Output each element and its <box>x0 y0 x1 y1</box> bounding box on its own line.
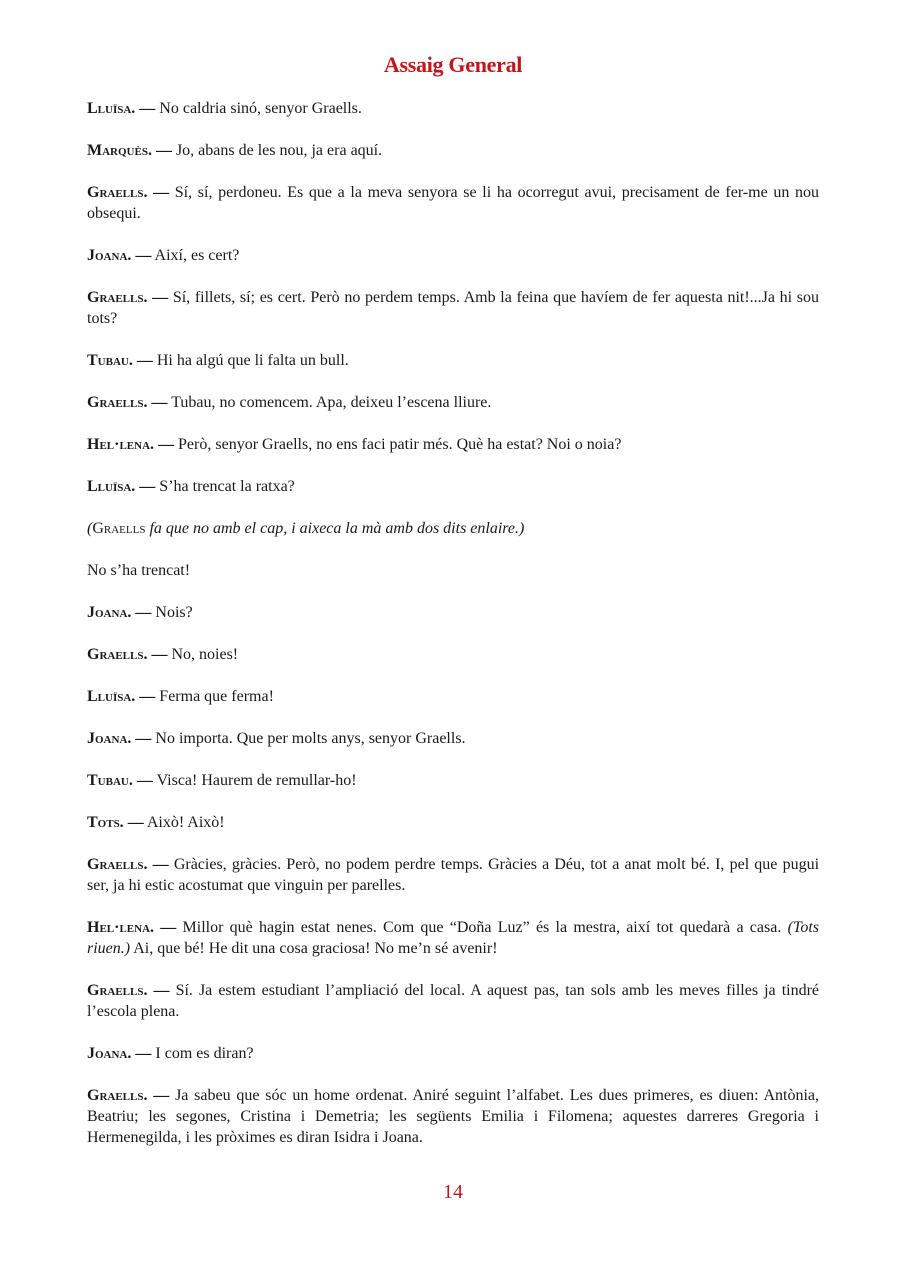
speaker-name: Hel·lena. <box>87 436 155 453</box>
speaker-name: Lluïsa. <box>87 478 136 495</box>
dialogue-dash: — <box>139 100 156 117</box>
dialogue-line <box>87 686 819 707</box>
dialogue-dash: — <box>139 478 156 495</box>
dialogue-text: Gràcies, gràcies. Però, no podem perdre temps. Gràcies a Déu, tot a anat molt bé. I, pel que pugui ser, ja hi estic acostumat que vinguin per parelles. <box>87 856 820 894</box>
dialogue-dash: — <box>136 772 153 789</box>
dialogue-line <box>87 140 819 161</box>
dialogue-text: Hi ha algú que li falta un bull. <box>156 352 349 369</box>
dialogue-text: Nois? <box>155 604 193 621</box>
dialogue-text: Tubau, no comencem. Apa, deixeu l’escena lliure. <box>171 394 492 411</box>
speaker-name: Graells. <box>87 856 148 873</box>
speaker-name: Graells. <box>87 982 148 999</box>
script-text <box>87 98 819 1169</box>
dialogue-line <box>87 245 819 266</box>
speaker-name: Hel·lena. <box>87 919 155 936</box>
dialogue-line <box>87 644 819 665</box>
stage-direction <box>87 518 819 539</box>
dialogue-text: Sí, fillets, sí; es cert. Però no perdem temps. Amb la feina que havíem de fer aquesta nit!...Ja hi sou tots? <box>87 289 820 327</box>
dialogue-text: S’ha trencat la ratxa? <box>159 478 295 495</box>
speaker-name: Lluïsa. <box>87 688 136 705</box>
dialogue-dash: — <box>153 1087 170 1104</box>
speaker-name: Marquès. <box>87 142 152 159</box>
dialogue-text: Visca! Haurem de remullar-ho! <box>156 772 357 789</box>
dialogue-line <box>87 770 819 791</box>
dialogue-dash: — <box>135 247 152 264</box>
dialogue-text: Jo, abans de les nou, ja era aquí. <box>175 142 383 159</box>
speaker-name: Graells. <box>87 184 148 201</box>
dialogue-dash: — <box>153 982 170 999</box>
dialogue-line <box>87 917 819 959</box>
page-title: Assaig General <box>383 52 523 77</box>
dialogue-line <box>87 980 819 1022</box>
dialogue-text: I com es diran? <box>155 1045 254 1062</box>
stage-character: Graells <box>92 520 146 537</box>
stage-open: ( <box>87 520 93 537</box>
stage-text <box>87 520 524 537</box>
dialogue-dash: — <box>139 688 156 705</box>
speaker-name: Tubau. <box>87 772 133 789</box>
dialogue-text: Ferma que ferma! <box>159 688 274 705</box>
dialogue-line <box>87 602 819 623</box>
dialogue-line <box>87 434 819 455</box>
dialogue-line <box>87 392 819 413</box>
speaker-name: Tots. <box>87 814 124 831</box>
speaker-name: Joana. <box>87 1045 132 1062</box>
dialogue-dash: — <box>136 352 153 369</box>
speaker-name: Graells. <box>87 289 148 306</box>
dialogue-continuation <box>87 560 819 581</box>
speaker-name: Joana. <box>87 730 132 747</box>
dialogue-text: Sí, sí, perdoneu. Es que a la meva senyora se li ha ocorregut avui, precisament de fer-me un nou obsequi. <box>87 184 820 222</box>
dialogue-dash: — <box>151 394 168 411</box>
dialogue-line <box>87 728 819 749</box>
speaker-name: Joana. <box>87 247 132 264</box>
speaker-name: Lluïsa. <box>87 100 136 117</box>
dialogue-line <box>87 350 819 371</box>
dialogue-dash: — <box>135 1045 152 1062</box>
dialogue-text: Així, es cert? <box>154 247 240 264</box>
speaker-name: Tubau. <box>87 352 133 369</box>
stage-aside: (Tots riuen.) <box>87 919 820 957</box>
dialogue-dash: — <box>135 730 152 747</box>
dialogue-text: No importa. Que per molts anys, senyor Graells. <box>155 730 466 747</box>
dialogue-line <box>87 182 819 224</box>
dialogue-line <box>87 287 819 329</box>
dialogue-line <box>87 1043 819 1064</box>
dialogue-line <box>87 1085 819 1148</box>
dialogue-dash: — <box>153 184 170 201</box>
dialogue-text: Però, senyor Graells, no ens faci patir més. Què ha estat? Noi o noia? <box>178 436 622 453</box>
dialogue-line <box>87 854 819 896</box>
dialogue-line <box>87 98 819 119</box>
dialogue-text: No, noies! <box>171 646 239 663</box>
dialogue-dash: — <box>152 856 169 873</box>
dialogue-text: Ja sabeu que sóc un home ordenat. Aniré seguint l’alfabet. Les dues primeres, es diuen: Antònia, Beatriu; les segones, Cristina i Demetria; les següents Emilia i Filomena; aquestes darreres Gregoria i Hermenegilda, i les pròximes es diran Isidra i Joana. <box>87 1087 820 1146</box>
page-number: 14 <box>443 1181 463 1203</box>
dialogue-dash: — <box>155 142 172 159</box>
dialogue-dash: — <box>151 646 168 663</box>
dialogue-text: No s’ha trencat! <box>87 562 191 579</box>
speaker-name: Graells. <box>87 646 148 663</box>
dialogue-text: Sí. Ja estem estudiant l’ampliació del local. A aquest pas, tan sols amb les meves filles ja tindré l’escola plena. <box>87 982 820 1020</box>
dialogue-dash: — <box>158 436 175 453</box>
speaker-name: Graells. <box>87 394 148 411</box>
dialogue-line <box>87 812 819 833</box>
dialogue-dash: — <box>127 814 144 831</box>
dialogue-text: No caldria sinó, senyor Graells. <box>159 100 362 117</box>
speaker-name: Joana. <box>87 604 132 621</box>
dialogue-text: Millor què hagin estat nenes. Com que “Doña Luz” és la mestra, així tot quedarà a casa. <box>182 919 788 936</box>
dialogue-dash: — <box>152 289 169 306</box>
dialogue-text: Això! Això! <box>146 814 225 831</box>
dialogue-dash: — <box>135 604 152 621</box>
speaker-name: Graells. <box>87 1087 148 1104</box>
dialogue-line <box>87 476 819 497</box>
dialogue-dash: — <box>160 919 177 936</box>
dialogue-text: Ai, que bé! He dit una cosa graciosa! No me’n sé avenir! <box>130 940 498 957</box>
stage-body: fa que no amb el cap, i aixeca la mà amb dos dits enlaire.) <box>145 520 525 537</box>
